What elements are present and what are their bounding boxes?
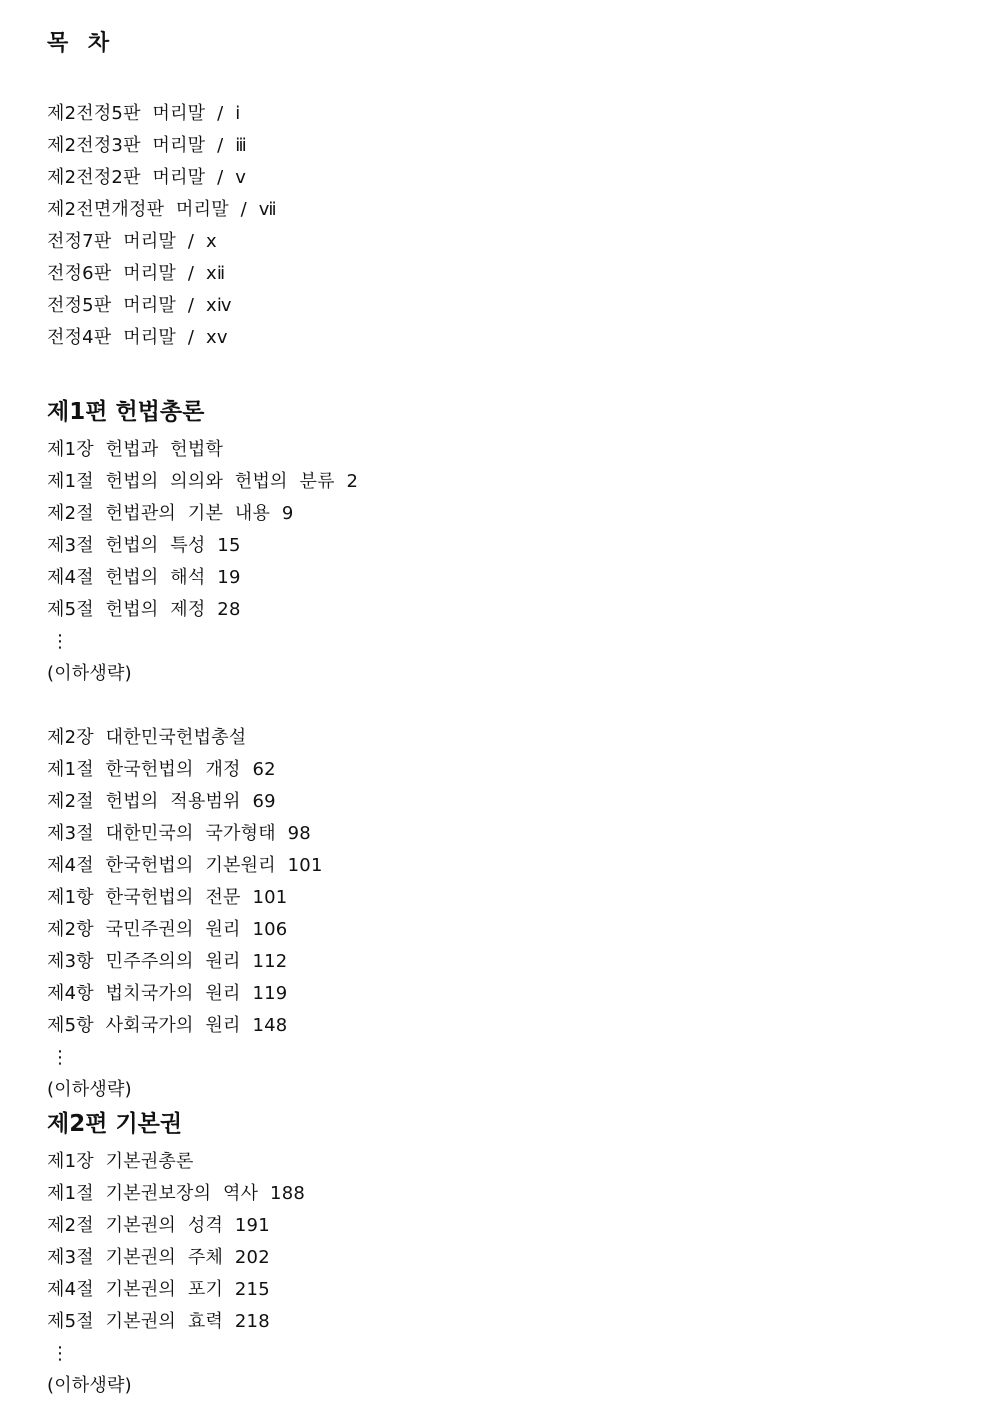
- vertical-ellipsis: ⋮: [51, 631, 69, 652]
- section-entry: 제1절 헌법의 의의와 헌법의 분류 2: [47, 471, 359, 492]
- chapter-heading: 제1장 헌법과 헌법학: [47, 439, 224, 460]
- section-entry: 제4절 헌법의 해석 19: [47, 567, 241, 588]
- preface-entry: 전정6판 머리말 / ⅹⅱ: [47, 263, 226, 284]
- subsection-entry: 제4항 법치국가의 원리 119: [47, 983, 288, 1004]
- subsection-entry: 제3항 민주주의의 원리 112: [47, 951, 288, 972]
- toc-title: 목 차: [47, 31, 116, 56]
- omitted-note: (이하생략): [47, 1375, 132, 1396]
- vertical-ellipsis: ⋮: [51, 1047, 69, 1068]
- section-entry: 제2절 헌법의 적용범위 69: [47, 791, 276, 812]
- subsection-entry: 제5항 사회국가의 원리 148: [47, 1015, 288, 1036]
- section-entry: 제5절 기본권의 효력 218: [47, 1311, 270, 1332]
- section-entry: 제4절 한국헌법의 기본원리 101: [47, 855, 323, 876]
- preface-entry: 제2전정5판 머리말 / ⅰ: [47, 103, 241, 124]
- omitted-note: (이하생략): [47, 663, 132, 684]
- part-heading: 제2편 기본권: [47, 1111, 183, 1137]
- section-entry: 제2절 기본권의 성격 191: [47, 1215, 270, 1236]
- section-entry: 제1절 기본권보장의 역사 188: [47, 1183, 306, 1204]
- section-entry: 제2절 헌법관의 기본 내용 9: [47, 503, 294, 524]
- preface-entry: 전정5판 머리말 / ⅹⅳ: [47, 295, 232, 316]
- preface-entry: 제2전면개정판 머리말 / ⅶ: [47, 199, 277, 220]
- preface-entry: 전정7판 머리말 / ⅹ: [47, 231, 217, 252]
- preface-entry: 제2전정3판 머리말 / ⅲ: [47, 135, 247, 156]
- vertical-ellipsis: ⋮: [51, 1343, 69, 1364]
- section-entry: 제3절 헌법의 특성 15: [47, 535, 241, 556]
- preface-entry: 전정4판 머리말 / ⅹⅴ: [47, 327, 228, 348]
- subsection-entry: 제2항 국민주권의 원리 106: [47, 919, 288, 940]
- section-entry: 제5절 헌법의 제정 28: [47, 599, 241, 620]
- section-entry: 제3절 기본권의 주체 202: [47, 1247, 270, 1268]
- section-entry: 제4절 기본권의 포기 215: [47, 1279, 270, 1300]
- subsection-entry: 제1항 한국헌법의 전문 101: [47, 887, 288, 908]
- part-heading: 제1편 헌법총론: [47, 399, 205, 425]
- section-entry: 제1절 한국헌법의 개정 62: [47, 759, 276, 780]
- chapter-heading: 제2장 대한민국헌법총설: [47, 727, 247, 748]
- section-entry: 제3절 대한민국의 국가형태 98: [47, 823, 311, 844]
- chapter-heading: 제1장 기본권총론: [47, 1151, 194, 1172]
- preface-entry: 제2전정2판 머리말 / ⅴ: [47, 167, 247, 188]
- omitted-note: (이하생략): [47, 1079, 132, 1100]
